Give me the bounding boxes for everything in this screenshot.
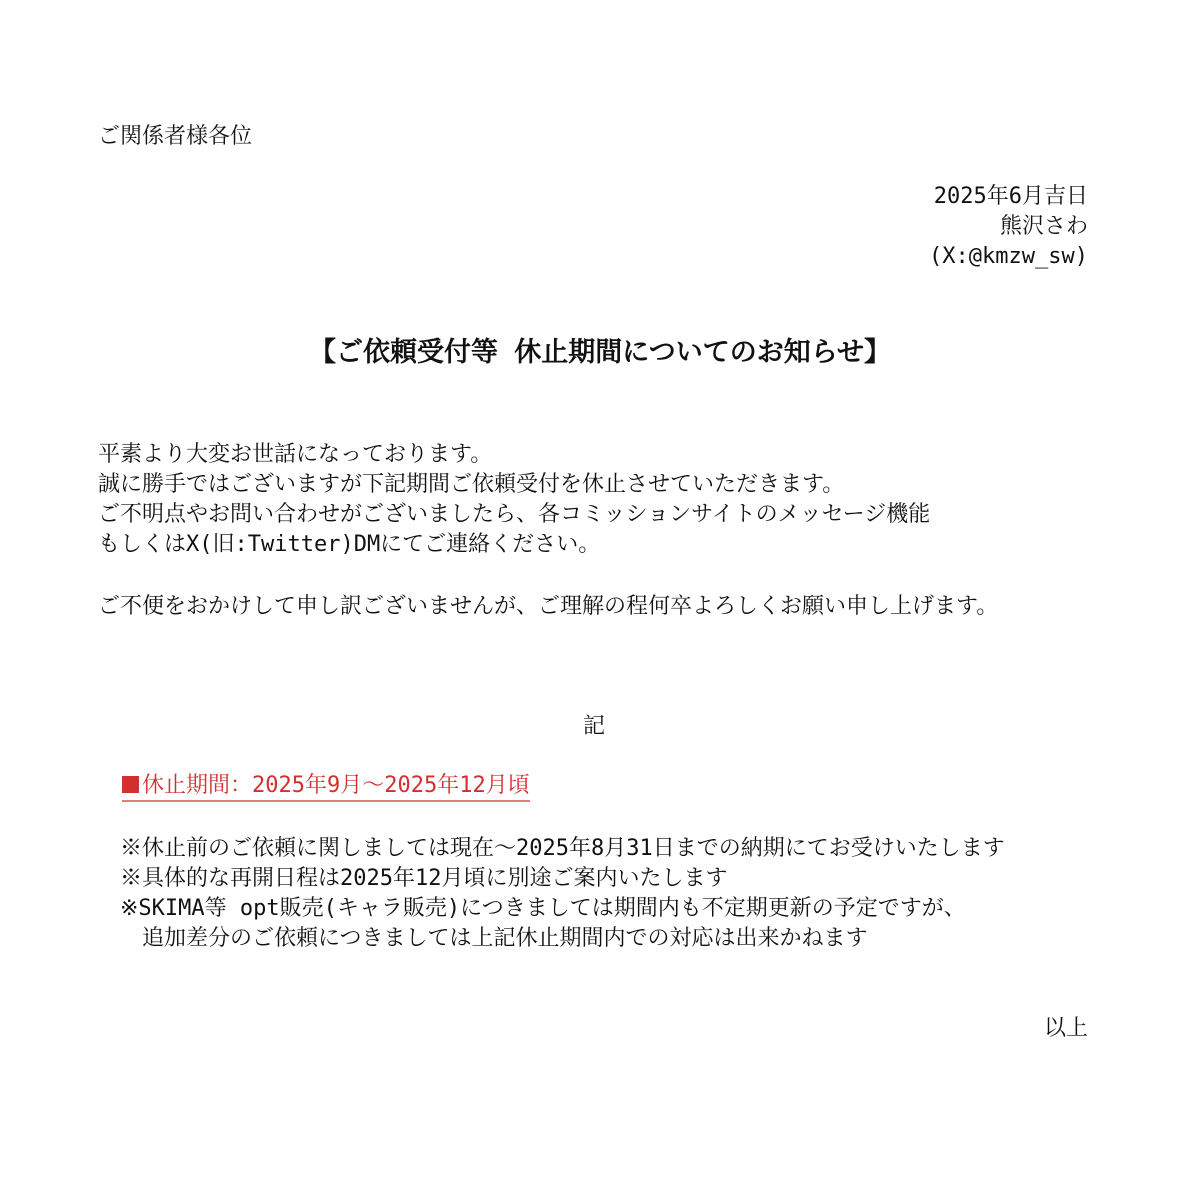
body-line: 誠に勝手ではございますが下記期間ご依頼受付を休止させていただきます。 xyxy=(98,472,845,497)
date: 2025年6月吉日 xyxy=(933,184,1088,209)
apology-line: ご不便をおかけして申し訳ございませんが、ご理解の程何卒よろしくお願い申し上げます。 xyxy=(98,594,999,619)
body-line: 平素より大変お世話になっております。 xyxy=(98,442,493,467)
suspension-period-text: 休止期間：2025年9月～2025年12月頃 xyxy=(142,773,530,798)
note-line: ※SKIMA等 opt販売(キャラ販売)につきましては期間内も不定期更新の予定ですが、 xyxy=(120,896,966,921)
addressee: ご関係者様各位 xyxy=(98,124,253,149)
author-handle: (X:@kmzw_sw) xyxy=(929,244,1088,269)
suspension-period xyxy=(122,772,530,802)
note-line: 追加差分のご依頼につきましては上記休止期間内での対応は出来かねます xyxy=(120,926,868,951)
closing: 以上 xyxy=(1043,1016,1088,1041)
body-line: もしくはX(旧:Twitter)DMにてご連絡ください。 xyxy=(98,532,601,557)
note-line: ※休止前のご依頼に関しましては現在～2025年8月31日までの納期にてお受けいたします xyxy=(120,836,1005,861)
notice-title: 【ご依頼受付等 休止期間についてのお知らせ】 xyxy=(309,337,891,368)
ki-heading: 記 xyxy=(582,714,605,739)
body-line: ご不明点やお問い合わせがございましたら、各コミッションサイトのメッセージ機能 xyxy=(98,502,931,527)
note-line: ※具体的な再開日程は2025年12月頃に別途ご案内いたします xyxy=(120,866,728,891)
author-name: 熊沢さわ xyxy=(999,214,1088,239)
red-square-icon xyxy=(122,776,139,793)
